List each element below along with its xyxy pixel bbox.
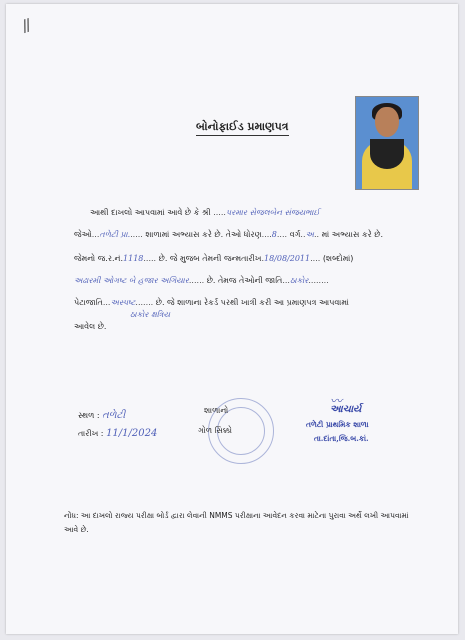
place-value: તળેટી	[102, 410, 126, 421]
student-photo	[355, 96, 419, 190]
certificate-page	[6, 4, 458, 634]
corner-mark: //	[19, 15, 32, 36]
subcaste-extra: ઠાકોર ક્ષત્રિય	[130, 310, 171, 319]
caste-value: ઠાકોર	[289, 276, 309, 285]
date-value: 11/1/2024	[106, 428, 158, 439]
school-stamp-line: તળેટી પ્રાથમિક શાળા	[306, 420, 369, 429]
date-row: તારીખ : 11/1/2024	[78, 428, 158, 439]
stamp-label-2: ગોળ સિક્કો	[198, 426, 232, 435]
certificate-title: બોનોફાઈડ પ્રમાણપત્ર	[196, 120, 289, 136]
line-6: આવેલ છે.	[74, 322, 107, 331]
register-number: 1118	[123, 254, 144, 263]
division-value: અ	[305, 230, 314, 239]
birth-date-words: અઢારમી ઓગષ્ટ બે હજાર અગિયાર	[74, 276, 189, 285]
footer-note: નોંધ: આ દાખલો રાજ્ય પરીક્ષા બોર્ડ દ્વારા લેવાની NMMS પરીક્ષાના આવેદન કરવા માટેના પુરાવા અર્થે લખી આપવામાં આવે છે.	[64, 511, 409, 534]
principal-title: આચાર્ય	[330, 404, 362, 415]
line-4: અઢારમી ઓગષ્ટ બે હજાર અગિયાર...... છે. તેમજ તેઓની જાતિ...ઠાકોર........	[74, 276, 329, 285]
taluka-stamp-line: તા.દાંતા,જિ.બ.કાં.	[314, 434, 369, 443]
standard-value: 8	[271, 230, 277, 239]
stamp-label-1: શાળાનો	[204, 406, 229, 415]
subcaste-value: અસ્પષ્ટ	[110, 298, 136, 307]
student-name: પરમાર સેજલબેન સંજયભાઈ	[225, 208, 320, 217]
place-row: સ્થળ : તળેટી	[78, 410, 126, 421]
line-2: જેઓ...તળેટી પ્રા...... શાળામાં અભ્યાસ કરે છે. તેઓ ધોરણ....8.... વર્ગ..અ.. માં અભ્યાસ કરે છે.	[74, 230, 384, 239]
line-1: આથી દાખલો આપવામાં આવે છે કે શ્રી .....પરમાર સેજલબેન સંજયભાઈ	[90, 208, 320, 217]
school-name: તળેટી પ્રા.	[99, 230, 131, 239]
line-5: પેટાજાતિ...અસ્પષ્ટ....... છે. જે શાળાના રેકર્ડ પરથી ખાત્રી કરી આ પ્રમાણપત્ર આપવામાં	[74, 298, 349, 307]
birth-date: 18/08/2011	[263, 254, 311, 263]
principal-signature: 〰	[330, 394, 343, 408]
line-3: જેમનો જ.ર.નં.1118..... છે. જે મુજબ તેમની જન્મતારીખ.18/08/2011.... (શબ્દોમાં)	[74, 254, 354, 263]
